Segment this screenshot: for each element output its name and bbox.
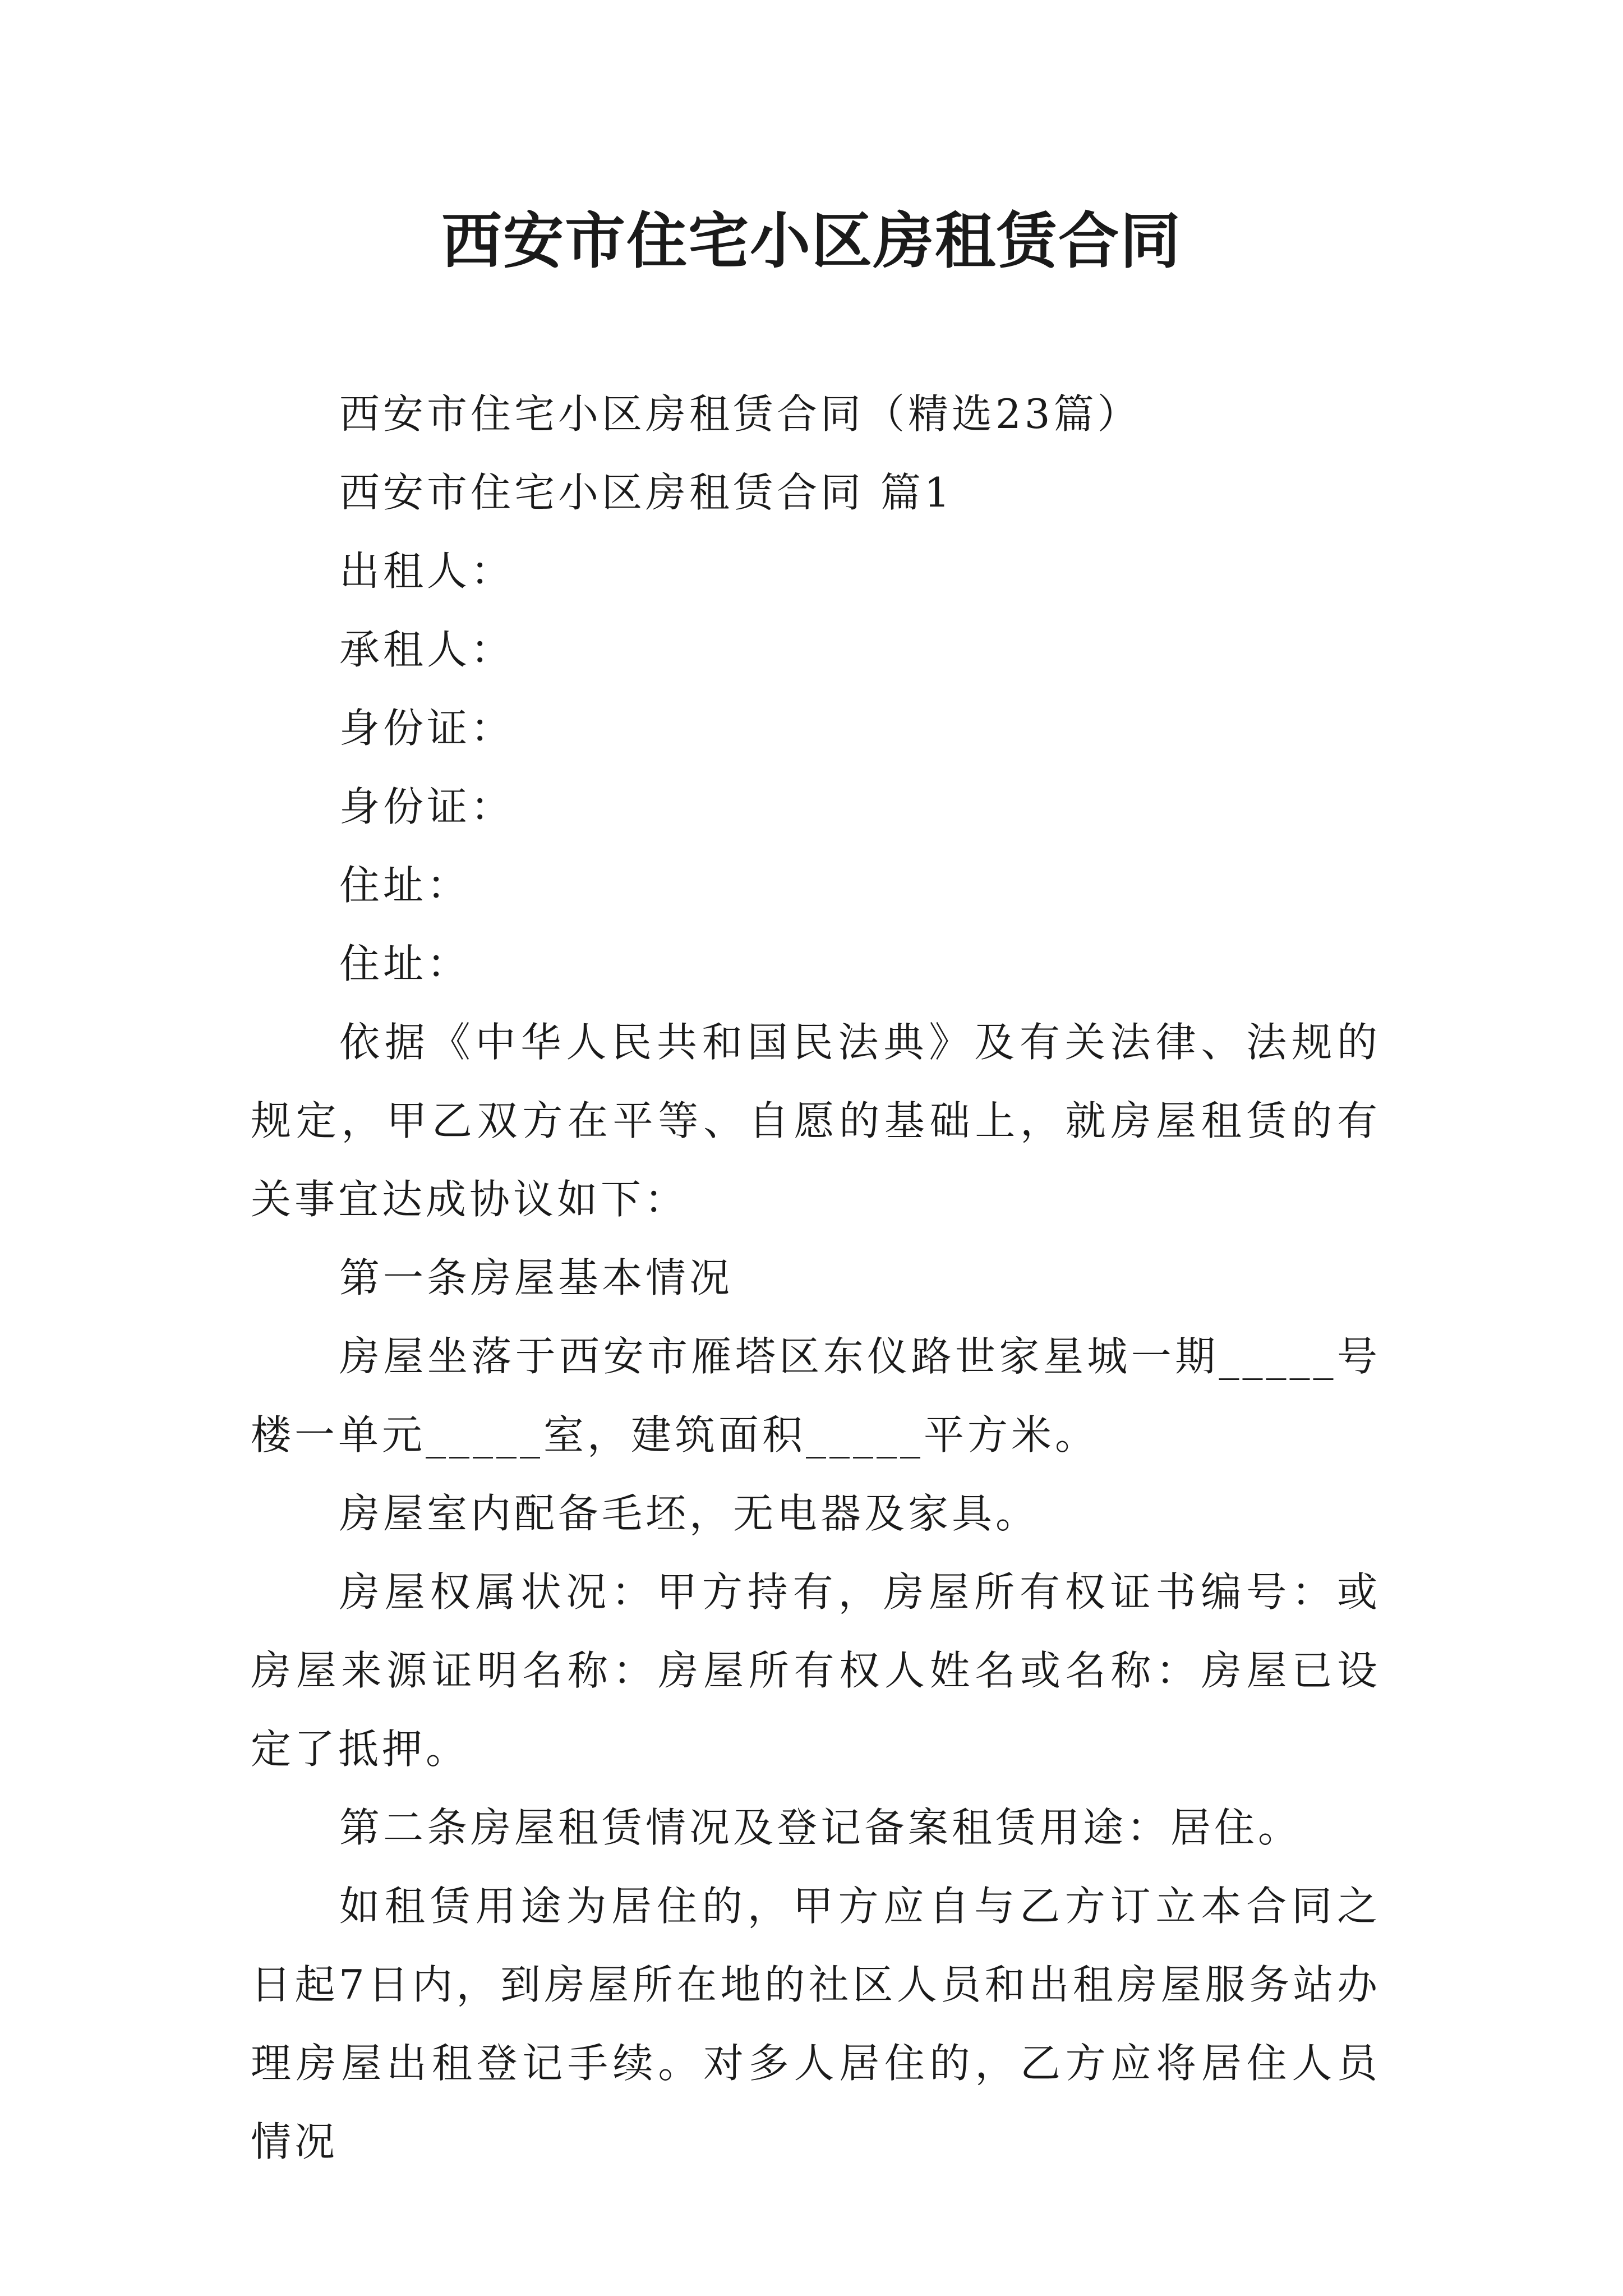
paragraph-preamble: 依据《中华人民共和国民法典》及有关法律、法规的规定，甲乙双方在平等、自愿的基础上，就房屋租赁的有关事宜达成协议如下： [251, 1019, 1381, 1223]
paragraph-property-location: 房屋坐落于西安市雁塔区东仪路世家星城一期_____号楼一单元_____室，建筑面积_____平方米。 [251, 1333, 1381, 1458]
paragraph-section-heading: 西安市住宅小区房租赁合同 篇1 [339, 469, 953, 516]
paragraph-subtitle: 西安市住宅小区房租赁合同（精选23篇） [339, 390, 1141, 438]
paragraph-article-1-heading: 第一条房屋基本情况 [339, 1254, 734, 1301]
paragraph-article-2-heading: 第二条房屋租赁情况及登记备案租赁用途：居住。 [339, 1804, 1302, 1851]
paragraph-lessor: 出租人： [339, 547, 515, 595]
paragraph-id-card-2: 身份证： [339, 783, 515, 830]
paragraph-ownership: 房屋权属状况：甲方持有，房屋所有权证书编号：或房屋来源证明名称：房屋所有权人姓名或名称：房屋已设定了抵押。 [251, 1568, 1381, 1773]
paragraph-lessee: 承租人： [339, 626, 515, 673]
document-body [251, 375, 1381, 2181]
paragraph-registration: 如租赁用途为居住的，甲方应自与乙方订立本合同之日起7日内，到房屋所在地的社区人员和出租房屋服务站办理房屋出租登记手续。对多人居住的，乙方应将居住人员情况 [251, 1883, 1381, 2165]
paragraph-address-1: 住址： [339, 862, 471, 909]
document-title: 西安市住宅小区房租赁合同 [441, 206, 1182, 277]
paragraph-address-2: 住址： [339, 940, 471, 987]
paragraph-property-furnishing: 房屋室内配备毛坯，无电器及家具。 [339, 1490, 1040, 1537]
paragraph-id-card-1: 身份证： [339, 705, 515, 752]
